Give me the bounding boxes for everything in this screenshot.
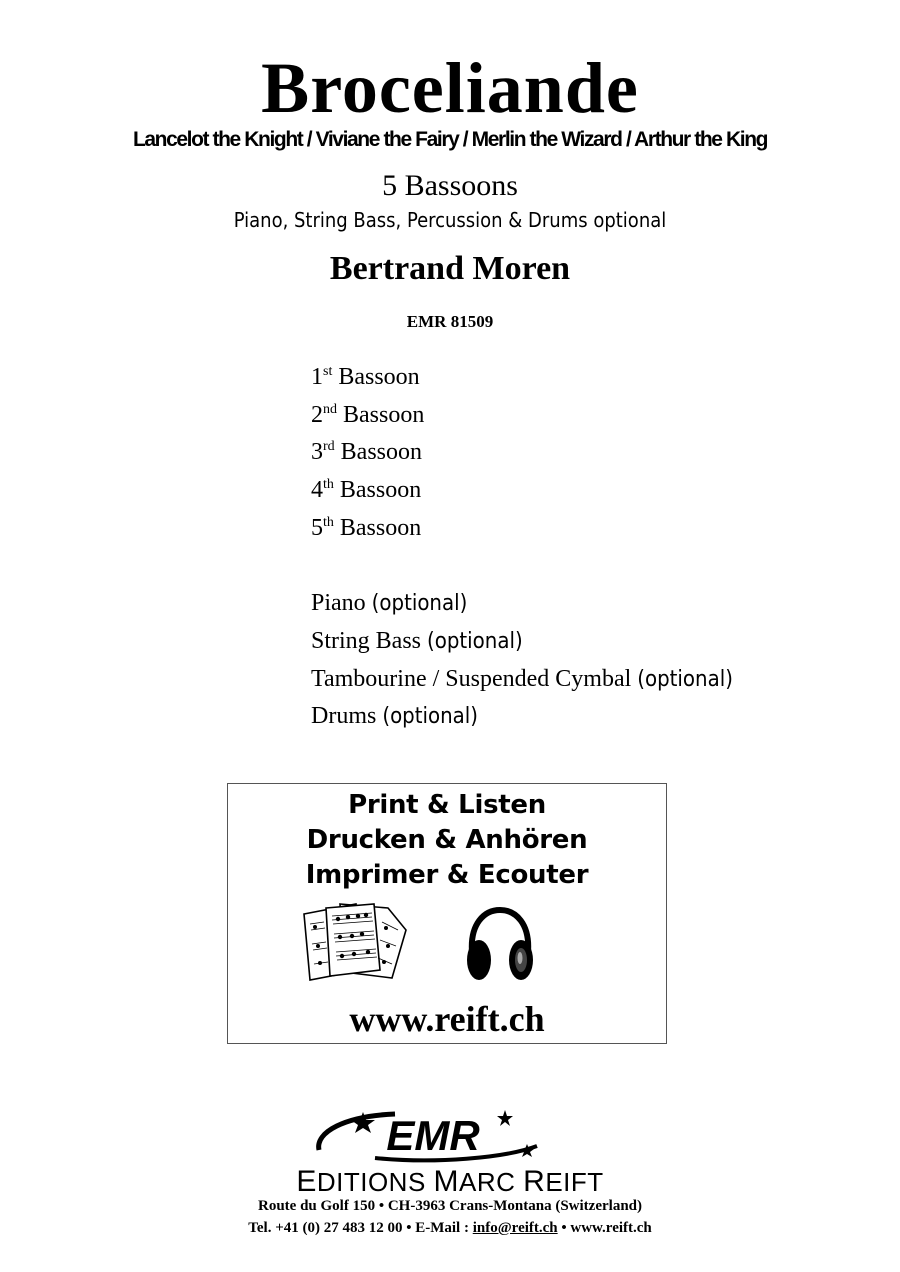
catalog-number: EMR 81509 <box>406 312 494 331</box>
part-optional-note: (optional) <box>382 704 479 730</box>
part-optional-note: (optional) <box>371 591 468 617</box>
contact-phone: Tel. +41 (0) 27 483 12 00 • E-Mail : <box>248 1220 473 1236</box>
publisher-contact <box>0 1218 900 1238</box>
part-name: Bassoon <box>338 364 420 390</box>
part-name: String Bass <box>311 627 422 654</box>
parts-spacer <box>311 548 871 586</box>
promo-line-english: Print & Listen <box>348 790 546 820</box>
part-item <box>311 398 871 436</box>
print-listen-box <box>227 783 667 1044</box>
part-optional-note: (optional) <box>637 666 733 692</box>
publisher-address: Route du Golf 150 • CH-3963 Crans-Montana (Switzerland) <box>258 1198 642 1214</box>
part-item <box>311 699 871 737</box>
part-ordinal: st <box>323 364 333 379</box>
email-link[interactable]: info@reift.ch <box>472 1220 558 1236</box>
part-ordinal: th <box>323 477 334 493</box>
ensemble-label: 5 Bassoons <box>382 169 518 202</box>
logo-lettering: EMR <box>386 1112 480 1159</box>
part-number: 1 <box>311 364 323 390</box>
part-number: 4 <box>311 477 323 504</box>
contact-website: • www.reift.ch <box>557 1220 652 1236</box>
page-title: Broceliande <box>261 48 639 128</box>
parts-list <box>311 360 871 737</box>
part-ordinal: th <box>323 514 334 530</box>
part-name: Tambourine / Suspended Cymbal <box>311 665 632 692</box>
part-name: Bassoon <box>339 477 422 504</box>
optional-instruments-line: Piano, String Bass, Percussion & Drums optional <box>233 208 667 232</box>
part-item <box>311 586 871 624</box>
part-item <box>311 511 871 549</box>
part-number: 2 <box>311 401 323 428</box>
part-number: 3 <box>311 439 323 466</box>
part-item <box>311 473 871 511</box>
movement-subtitle: Lancelot the Knight / Viviane the Fairy / Merlin the Wizard / Arthur the King <box>132 128 768 151</box>
composer-name: Bertrand Moren <box>329 250 571 287</box>
emr-logo <box>305 1106 555 1166</box>
part-name: Bassoon <box>340 439 423 466</box>
part-name: Drums <box>311 703 377 730</box>
part-ordinal: rd <box>323 439 335 455</box>
promo-website-link[interactable]: www.reift.ch <box>349 999 545 1039</box>
promo-line-french: Imprimer & Ecouter <box>305 860 589 890</box>
part-name: Bassoon <box>339 514 422 541</box>
part-item <box>311 360 871 398</box>
part-name: Bassoon <box>343 401 425 428</box>
headphones-icon <box>464 906 536 984</box>
part-item <box>311 624 871 662</box>
part-ordinal: nd <box>323 401 337 417</box>
part-number: 5 <box>311 514 323 541</box>
sheet-music-icon <box>300 900 412 984</box>
publisher-name: EDITIONS MARC REIFT <box>296 1165 604 1198</box>
part-optional-note: (optional) <box>427 628 523 654</box>
promo-line-german: Drucken & Anhören <box>306 825 588 855</box>
part-item <box>311 435 871 473</box>
part-item <box>311 662 871 700</box>
part-name: Piano <box>311 590 366 617</box>
